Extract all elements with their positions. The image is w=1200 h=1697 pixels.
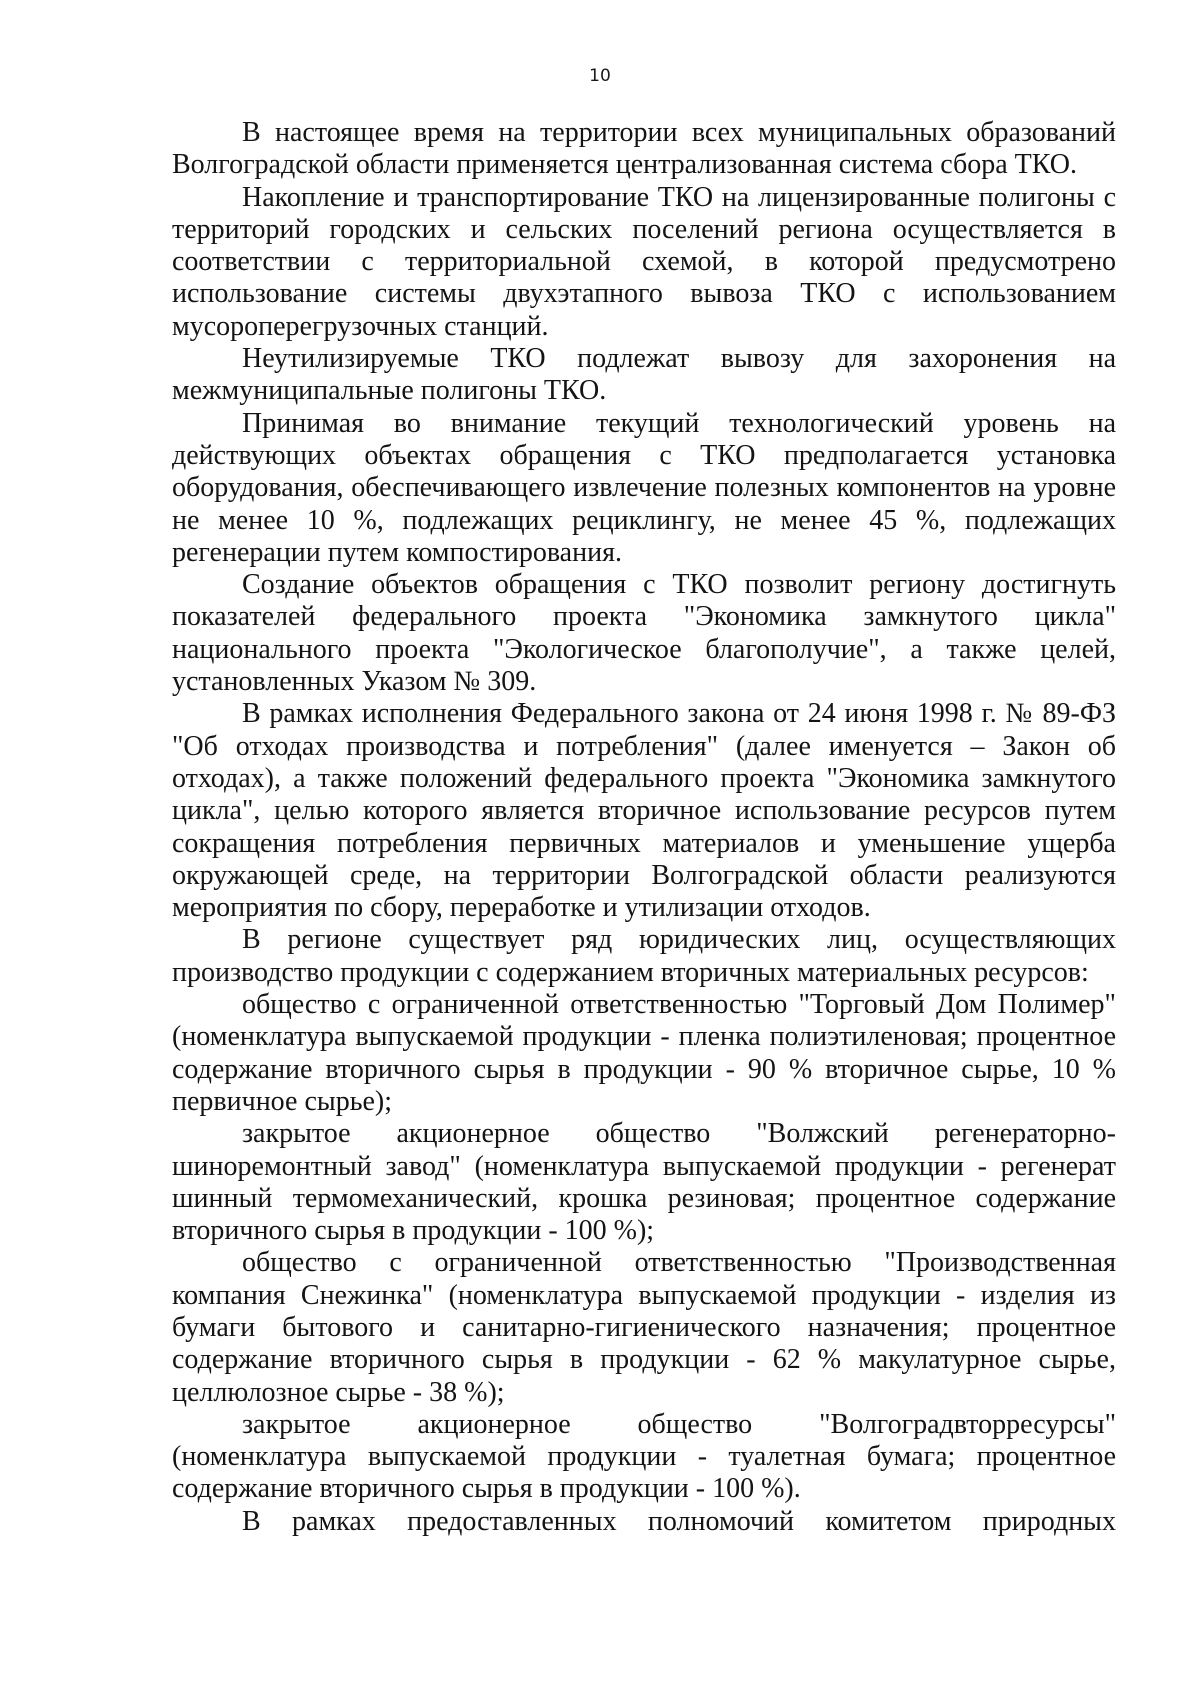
paragraph-equipment-installation: Принимая во внимание текущий технологический уровень на действующих объектах обращения с ТКО предполагается установка оборудования, обеспечивающего извлечение полезных компонентов на уровне не менее 10 %, подлежащих рециклингу, не менее 45 %, подлежащих регенерации путем компостирования. <box>172 407 1116 568</box>
paragraph-non-recyclable-waste: Неутилизируемые ТКО подлежат вывозу для захоронения на межмуниципальные полигоны ТКО. <box>172 343 1116 407</box>
list-item-volgogradvtorresursy: закрытое акционерное общество "Волгоградвторресурсы" (номенклатура выпускаемой продукции - туалетная бумага; процентное содержание вторичного сырья в продукции - 100 %). <box>172 1408 1116 1505</box>
list-item-snezhinka: общество с ограниченной ответственностью "Производственная компания Снежинка" (номенклатура выпускаемой продукции - изделия из бумаги бытового и санитарно-гигиенического назначения; процентное содержание вторичного сырья в продукции - 62 % макулатурное сырье, целлюлозное сырье - 38 %); <box>172 1247 1116 1408</box>
paragraph-accumulation-transport: Накопление и транспортирование ТКО на лицензированные полигоны с территорий городских и сельских поселений региона осуществляется в соответствии с территориальной схемой, в которой предусмотрено использование системы двухэтапного вывоза ТКО с использованием мусороперегрузочных станций. <box>172 181 1116 342</box>
page-number: 10 <box>589 66 611 86</box>
list-item-torgovy-dom-polimer: общество с ограниченной ответственностью "Торговый Дом Полимер" (номенклатура выпускаемой продукции - пленка полиэтиленовая; процентное содержание вторичного сырья в продукции - 90 % вторичное сырье, 10 % первичное сырье); <box>172 989 1116 1117</box>
paragraph-committee-powers: В рамках предоставленных полномочий комитетом природных <box>242 1505 1116 1537</box>
paragraph-federal-law-89fz: В рамках исполнения Федерального закона от 24 июня 1998 г. № 89-ФЗ "Об отходах производства и потребления" (далее именуется – Закон об отходах), а также положений федерального проекта "Экономика замкнутого цикла", целью которого является вторичное использование ресурсов путем сокращения потребления первичных материалов и уменьшение ущерба окружающей среде, на территории Волгоградской области реализуются мероприятия по сбору, переработке и утилизации отходов. <box>172 698 1116 924</box>
list-item-volzhsky-tire-plant: закрытое акционерное общество "Волжский регенераторно-шиноремонтный завод" (номенклатура выпускаемой продукции - регенерат шинный термомеханический, крошка резиновая; процентное содержание вторичного сырья в продукции - 100 %); <box>172 1118 1116 1247</box>
paragraph-federal-project-goals: Создание объектов обращения с ТКО позволит региону достигнуть показателей федерального проекта "Экономика замкнутого цикла" национального проекта "Экологическое благополучие", а также целей, установленных Указом № 309. <box>172 569 1116 698</box>
paragraph-regional-producers: В регионе существует ряд юридических лиц, осуществляющих производство продукции с содержанием вторичных материальных ресурсов: <box>172 924 1116 988</box>
paragraph-centralized-collection: В настоящее время на территории всех муниципальных образований Волгоградской области применяется централизованная система сбора ТКО. <box>172 117 1116 181</box>
document-body <box>172 117 1116 1538</box>
